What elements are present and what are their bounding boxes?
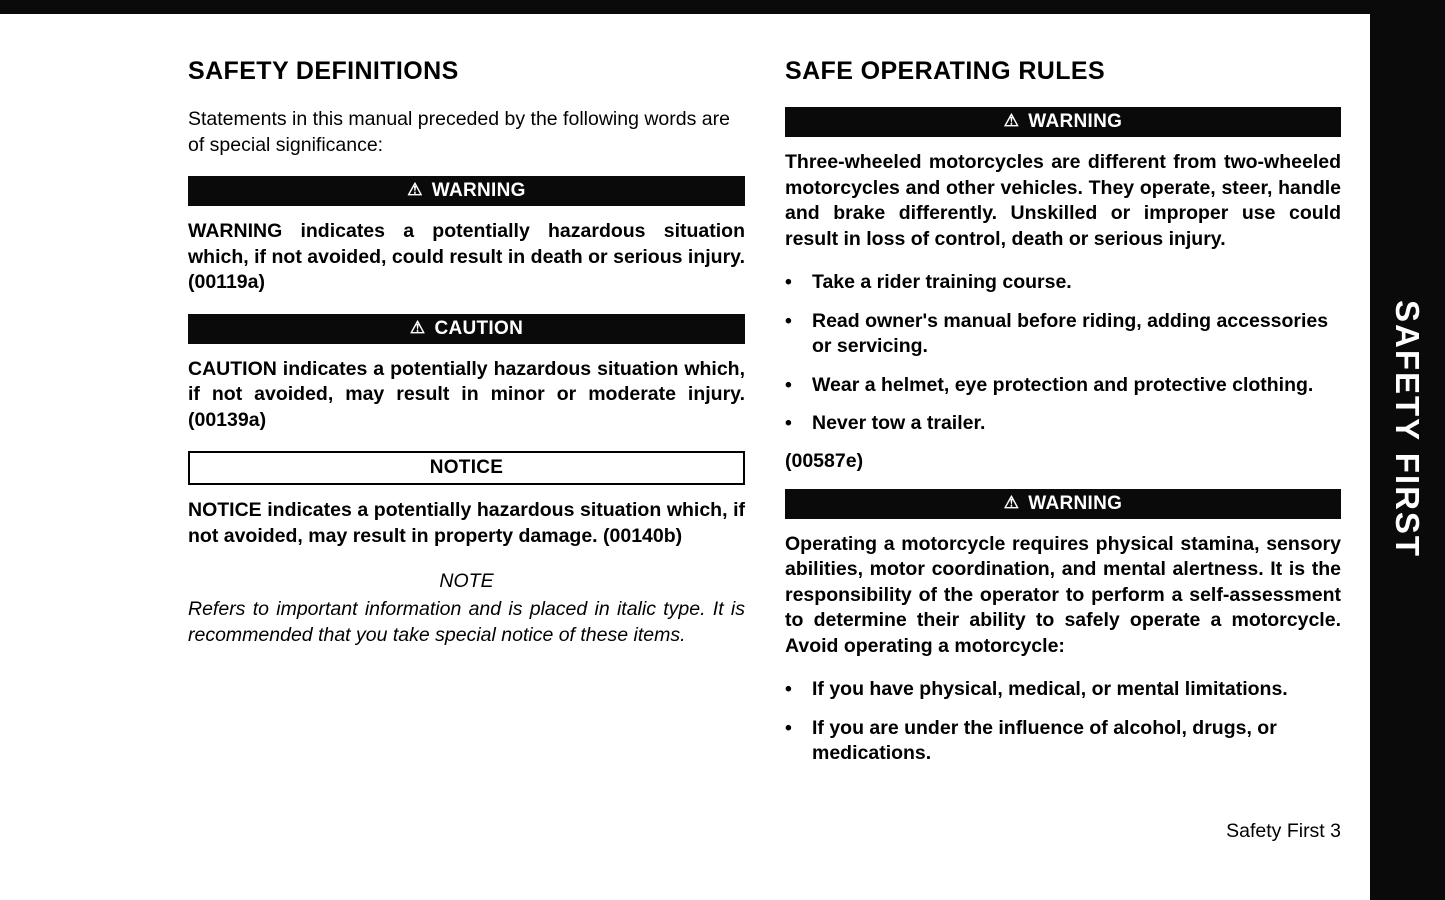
list-item-text: Take a rider training course. bbox=[812, 271, 1072, 293]
reference-code: (00587e) bbox=[785, 449, 864, 472]
warning-banner-label: WARNING bbox=[431, 180, 526, 201]
warning-banner bbox=[188, 176, 745, 206]
bullet-icon: • bbox=[785, 412, 792, 434]
section-side-tab bbox=[1370, 0, 1445, 900]
warning-banner-label: WARNING bbox=[1028, 492, 1123, 514]
top-border-bar bbox=[0, 0, 1445, 14]
list-item bbox=[785, 677, 1341, 703]
operating-warning-paragraph: Operating a motorcycle requires physical stamina, sensory abilities, motor coordination, and mental alertness. It is the responsibility of the operator to perform a self-assessment to determine their ability to safely operate a motorcycle. Avoid operating a motorcycle: bbox=[785, 532, 1341, 657]
right-column bbox=[785, 57, 1341, 780]
notice-banner bbox=[188, 451, 745, 485]
list-item-text: If you are under the influence of alcohol, drugs, or medications. bbox=[812, 716, 1277, 764]
list-item-text: Never tow a trailer. bbox=[812, 412, 986, 434]
note-heading: NOTE bbox=[439, 570, 494, 592]
warning-definition-paragraph: WARNING indicates a potentially hazardous situation which, if not avoided, could result in death or serious injury. (00119a) bbox=[188, 220, 745, 293]
bullet-icon: • bbox=[785, 373, 792, 396]
notice-definition-paragraph: NOTICE indicates a potentially hazardous situation which, if not avoided, may result in property damage. (00140b) bbox=[188, 499, 745, 547]
list-item-text: If you have physical, medical, or mental limitations. bbox=[812, 678, 1288, 700]
warning-triangle-icon: ⚠ bbox=[1003, 492, 1020, 512]
caution-banner bbox=[188, 314, 745, 344]
section-title-safe-operating-rules: SAFE OPERATING RULES bbox=[785, 57, 1106, 85]
list-item bbox=[785, 270, 1341, 296]
caution-definition-paragraph: CAUTION indicates a potentially hazardous situation which, if not avoided, may result in minor or moderate injury. (00139a) bbox=[188, 357, 745, 431]
left-column bbox=[188, 57, 745, 666]
list-item bbox=[785, 373, 1341, 399]
warning-triangle-icon: ⚠ bbox=[407, 180, 423, 199]
warning-banner-label: WARNING bbox=[1028, 111, 1123, 132]
warning-banner bbox=[785, 489, 1341, 519]
side-tab-label: SAFETY FIRST bbox=[1389, 300, 1426, 559]
notice-banner-label: NOTICE bbox=[429, 457, 504, 478]
bullet-icon: • bbox=[785, 309, 792, 332]
warning-triangle-icon: ⚠ bbox=[1003, 111, 1020, 130]
section-title-safety-definitions: SAFETY DEFINITIONS bbox=[188, 57, 459, 85]
list-item-text: Wear a helmet, eye protection and protective clothing. bbox=[812, 373, 1314, 396]
note-paragraph: Refers to important information and is placed in italic type. It is recommended that you take special notice of these items. bbox=[188, 598, 745, 646]
page-footer: Safety First 3 bbox=[1226, 820, 1341, 842]
three-wheeled-warning-paragraph: Three-wheeled motorcycles are different from two-wheeled motorcycles and other vehicles. They operate, steer, handle and brake differently. Unskilled or improper use could result in loss of control, death or serious injury. bbox=[785, 151, 1341, 250]
list-item bbox=[785, 309, 1341, 360]
caution-banner-label: CAUTION bbox=[434, 317, 524, 339]
warning-triangle-icon: ⚠ bbox=[409, 317, 426, 337]
list-item bbox=[785, 411, 1341, 437]
list-item bbox=[785, 716, 1341, 767]
list-item-text: Read owner's manual before riding, adding accessories or servicing. bbox=[812, 309, 1329, 357]
bullet-icon: • bbox=[785, 271, 792, 293]
warning-banner bbox=[785, 107, 1341, 137]
bullet-icon: • bbox=[785, 678, 792, 700]
bullet-icon: • bbox=[785, 716, 792, 739]
intro-paragraph: Statements in this manual preceded by the following words are of special significance: bbox=[188, 108, 730, 156]
